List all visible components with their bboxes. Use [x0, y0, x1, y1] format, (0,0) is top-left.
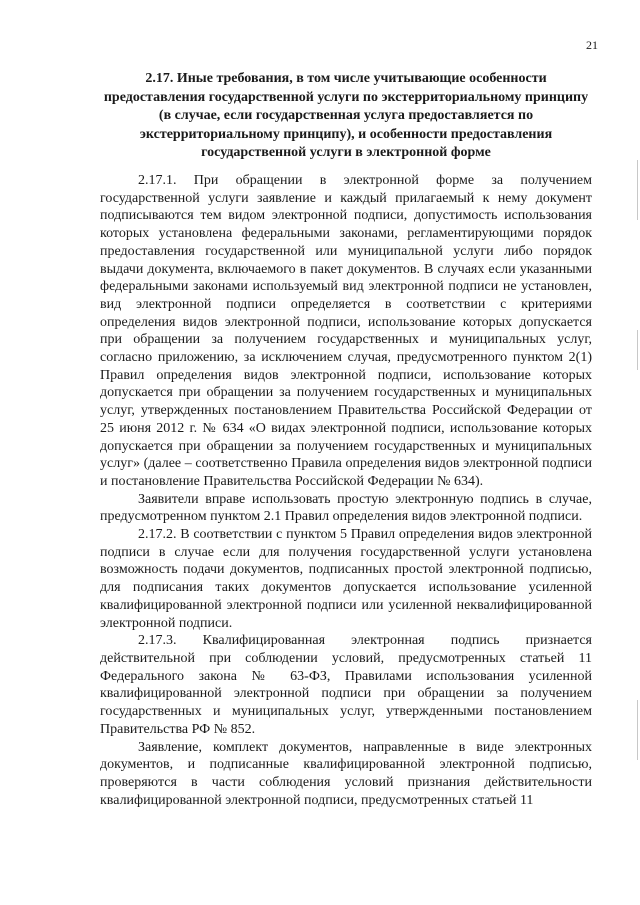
- paragraph: 2.17.2. В соответствии с пунктом 5 Правил определения видов электронной подписи в случае если для получения государственной услуги установлена возможность подачи документов, подписанных простой электронной подписью, для подписания таких документов допускается использование усиленной квалифицированной электронной подписи или усиленной неквалифицированной электронной подписи.: [100, 527, 592, 631]
- document-body: [100, 172, 592, 809]
- paragraph: 2.17.1. При обращении в электронной форме за получением государственной услуги заявление и каждый прилагаемый к нему документ подписываются тем видом электронной подписи, допустимость использования которых установлена федеральными законами, регламентирующими порядок предоставления государственной или муниципальной услуги либо порядок выдачи документа, включаемого в пакет документов. В случаях если указанными федеральными законами используемый вид электронной подписи не установлен, вид электронной подписи определяется в соответствии с критериями определения видов электронной подписи, использование которых допускается при обращении за получением государственных и муниципальных услуг, согласно приложению, за исключением случая, предусмотренного пунктом 2(1) Правил определения видов электронной подписи, использование которых допускается при обращении за получением государственных и муниципальных услуг, утвержденных постановлением Правительства Российской Федерации от 25 июня 2012 г. № 634 «О видах электронной подписи, использование которых допускается при обращении за получением государственных и муниципальных услуг» (далее – соответственно Правила определения видов электронной подписи и постановление Правительства Российской Федерации № 634).: [100, 173, 592, 489]
- paragraph: 2.17.3. Квалифицированная электронная подпись признается действительной при соблюдении условий, предусмотренных статьей 11 Федерального закона № 63-ФЗ, Правилами использования усиленной квалифицированной электронной подписи при обращении за получением государственных и муниципальных услуг, утвержденными постановлением Правительства РФ № 852.: [100, 633, 592, 737]
- page-number: 21: [586, 38, 598, 52]
- paragraph: Заявление, комплект документов, направленные в виде электронных документов, и подписанные квалифицированной электронной подписью, проверяются в части соблюдения условий признания действительности квалифицированной электронной подписи, предусмотренных статьей 11: [100, 739, 592, 808]
- scan-edge-mark: [637, 330, 638, 370]
- scan-edge-mark: [637, 700, 638, 760]
- paragraph: Заявители вправе использовать простую электронную подпись в случае, предусмотренном пунктом 2.1 Правил определения видов электронной подписи.: [100, 491, 592, 525]
- scan-edge-mark: [637, 160, 638, 220]
- section-heading: 2.17. Иные требования, в том числе учитывающие особенности предоставления государственной услуги по экстерриториальному принципу (в случае, если государственная услуга предоставляется по экстерриториальному принципу), и особенности предоставления государственной услуги в электронной форме: [103, 71, 589, 160]
